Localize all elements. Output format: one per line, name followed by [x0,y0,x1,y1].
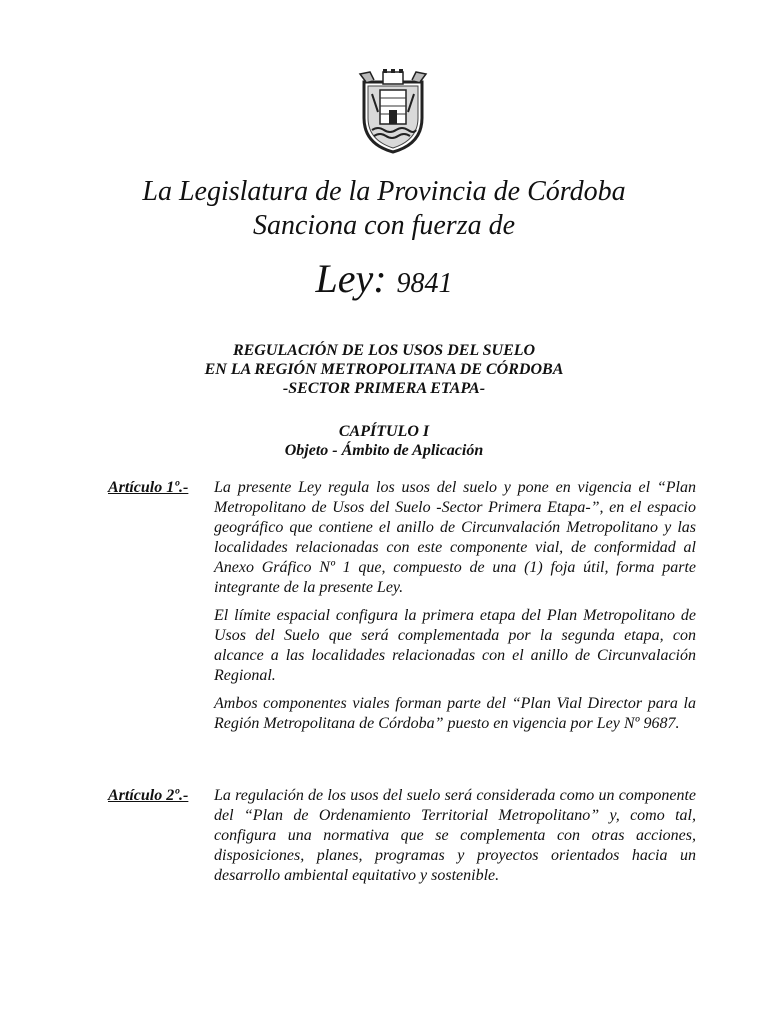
article-2-paragraph-1: La regulación de los usos del suelo será considerada como un componente del “Plan de Ordenamiento Territorial Metropolitano” y, como tal, configura una normativa que se complementa con otras acciones, disposiciones, planes, programas y proyectos orientados hacia un desarrollo ambiental equitativo y sostenible. [214,787,696,884]
coat-of-arms-icon [356,68,430,154]
article-1-paragraph-2: El límite espacial configura la primera etapa del Plan Metropolitano de Usos del Suelo que será complementada por la segunda etapa, con alcance a las localidades relacionadas con el anillo de Circunvalación Regional. [214,607,696,684]
article-2-body [214,786,696,886]
law-word: Ley: [315,256,387,301]
article-1-body [214,478,696,734]
article-1 [108,478,696,742]
sanction-heading: Sanciona con fuerza de [252,210,516,241]
article-2 [108,786,696,894]
article-1-label: Artículo 1º.- [108,479,189,496]
chapter-label: CAPÍTULO I [338,423,430,440]
article-1-paragraph-1: La presente Ley regula los usos del suelo y pone en vigencia el “Plan Metropolitano de Usos del Suelo -Sector Primera Etapa-”, en el espacio geográfico que contiene el anillo de Circunvalación Metropolitano y las localidades relacionadas con este componente vial, de conformidad al Anexo Gráfico Nº 1 que, compuesto de una (1) foja útil, forma parte integrante de la presente Ley. [214,479,696,596]
chapter-subtitle: Objeto - Ámbito de Aplicación [284,442,484,459]
document-title-line-2: EN LA REGIÓN METROPOLITANA DE CÓRDOBA [204,361,564,378]
article-1-paragraph-3: Ambos componentes viales forman parte del “Plan Vial Director para la Región Metropolitana de Córdoba” puesto en vigencia por Ley Nº 9687. [214,695,696,732]
legislature-heading: La Legislatura de la Provincia de Córdoba [142,176,626,207]
law-number: 9841 [396,268,453,299]
law-heading [0,254,768,309]
document-title-line-1: REGULACIÓN DE LOS USOS DEL SUELO [232,342,536,359]
document-title-line-3: -SECTOR PRIMERA ETAPA- [282,380,486,397]
article-2-label: Artículo 2º.- [108,787,189,804]
